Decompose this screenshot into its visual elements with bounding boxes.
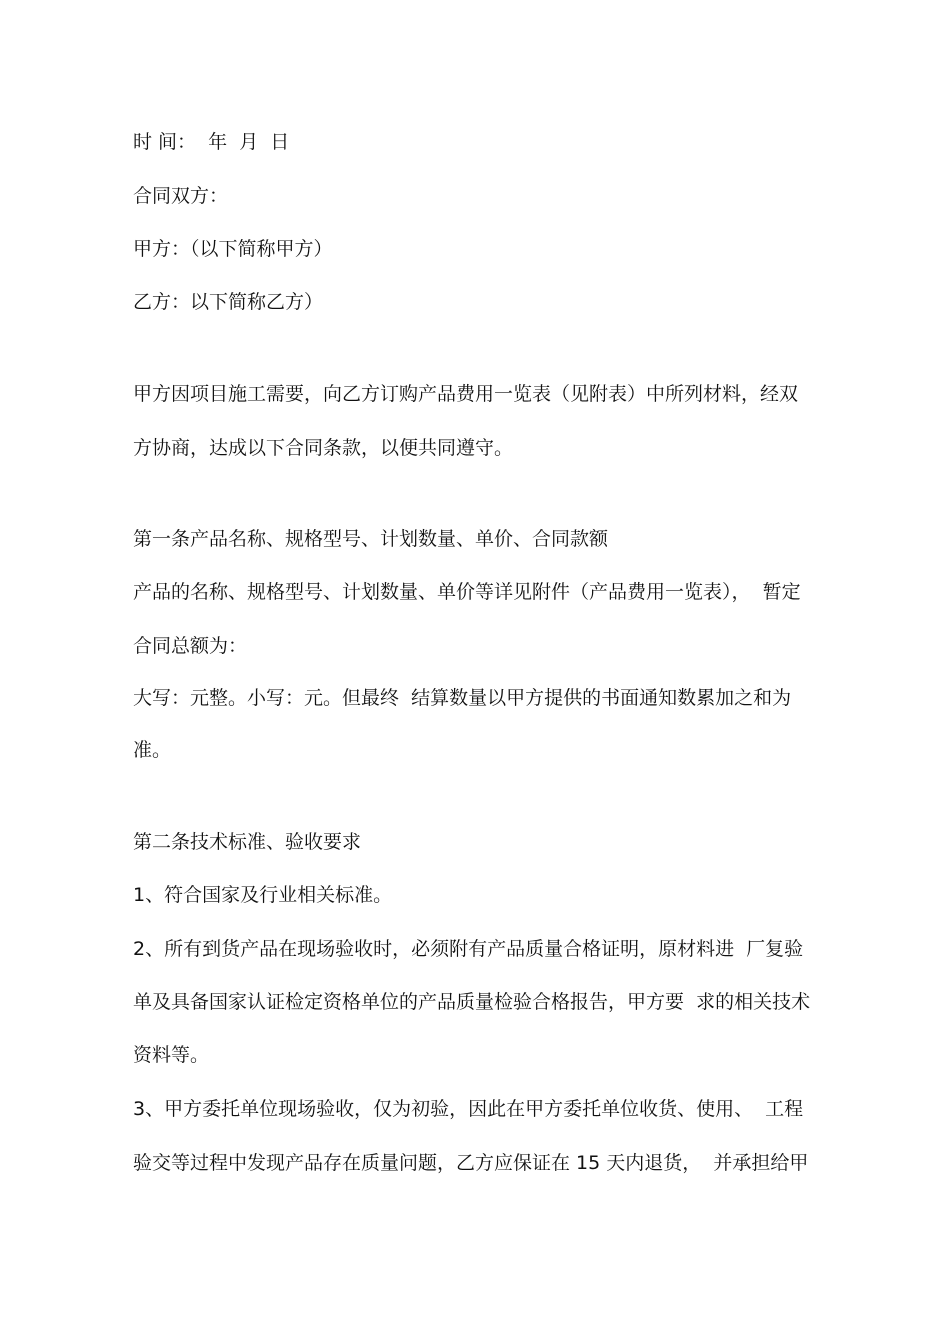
article-2-item-2-line-2: 单及具备国家认证检定资格单位的产品质量检验合格报告，甲方要 求的相关技术 bbox=[133, 991, 811, 1013]
article-2-heading: 第二条技术标准、验收要求 bbox=[133, 831, 362, 853]
date-line: 时 间： 年 月 日 bbox=[133, 131, 290, 153]
article-1-line-1: 产品的名称、规格型号、计划数量、单价等详见附件（产品费用一览表）， 暂定 bbox=[133, 581, 801, 603]
parties-heading: 合同双方： bbox=[133, 185, 229, 207]
article-2-item-2-line-3: 资料等。 bbox=[133, 1044, 210, 1066]
article-2-item-3-line-2: 验交等过程中发现产品存在质量问题，乙方应保证在 15 天内退货， 并承担给甲 bbox=[133, 1152, 809, 1174]
intro-paragraph-line-1: 甲方因项目施工需要，向乙方订购产品费用一览表（见附表）中所列材料，经双 bbox=[133, 383, 799, 405]
article-1-heading: 第一条产品名称、规格型号、计划数量、单价、合同款额 bbox=[133, 528, 609, 550]
intro-paragraph-line-2: 方协商，达成以下合同条款，以便共同遵守。 bbox=[133, 437, 514, 459]
article-2-item-3-line-1: 3、甲方委托单位现场验收，仅为初验，因此在甲方委托单位收货、使用、 工程 bbox=[133, 1098, 804, 1120]
article-2-item-1: 1、符合国家及行业相关标准。 bbox=[133, 884, 393, 906]
article-1-line-3: 大写：元整。小写：元。但最终 结算数量以甲方提供的书面通知数累加之和为 bbox=[133, 687, 792, 709]
party-b-line: 乙方：以下简称乙方） bbox=[133, 291, 324, 313]
party-a-line: 甲方：（以下简称甲方） bbox=[133, 238, 333, 260]
article-1-line-2: 合同总额为： bbox=[133, 635, 248, 657]
article-2-item-2-line-1: 2、所有到货产品在现场验收时，必须附有产品质量合格证明，原材料进 厂复验 bbox=[133, 938, 804, 960]
article-1-line-4: 准。 bbox=[133, 739, 172, 761]
